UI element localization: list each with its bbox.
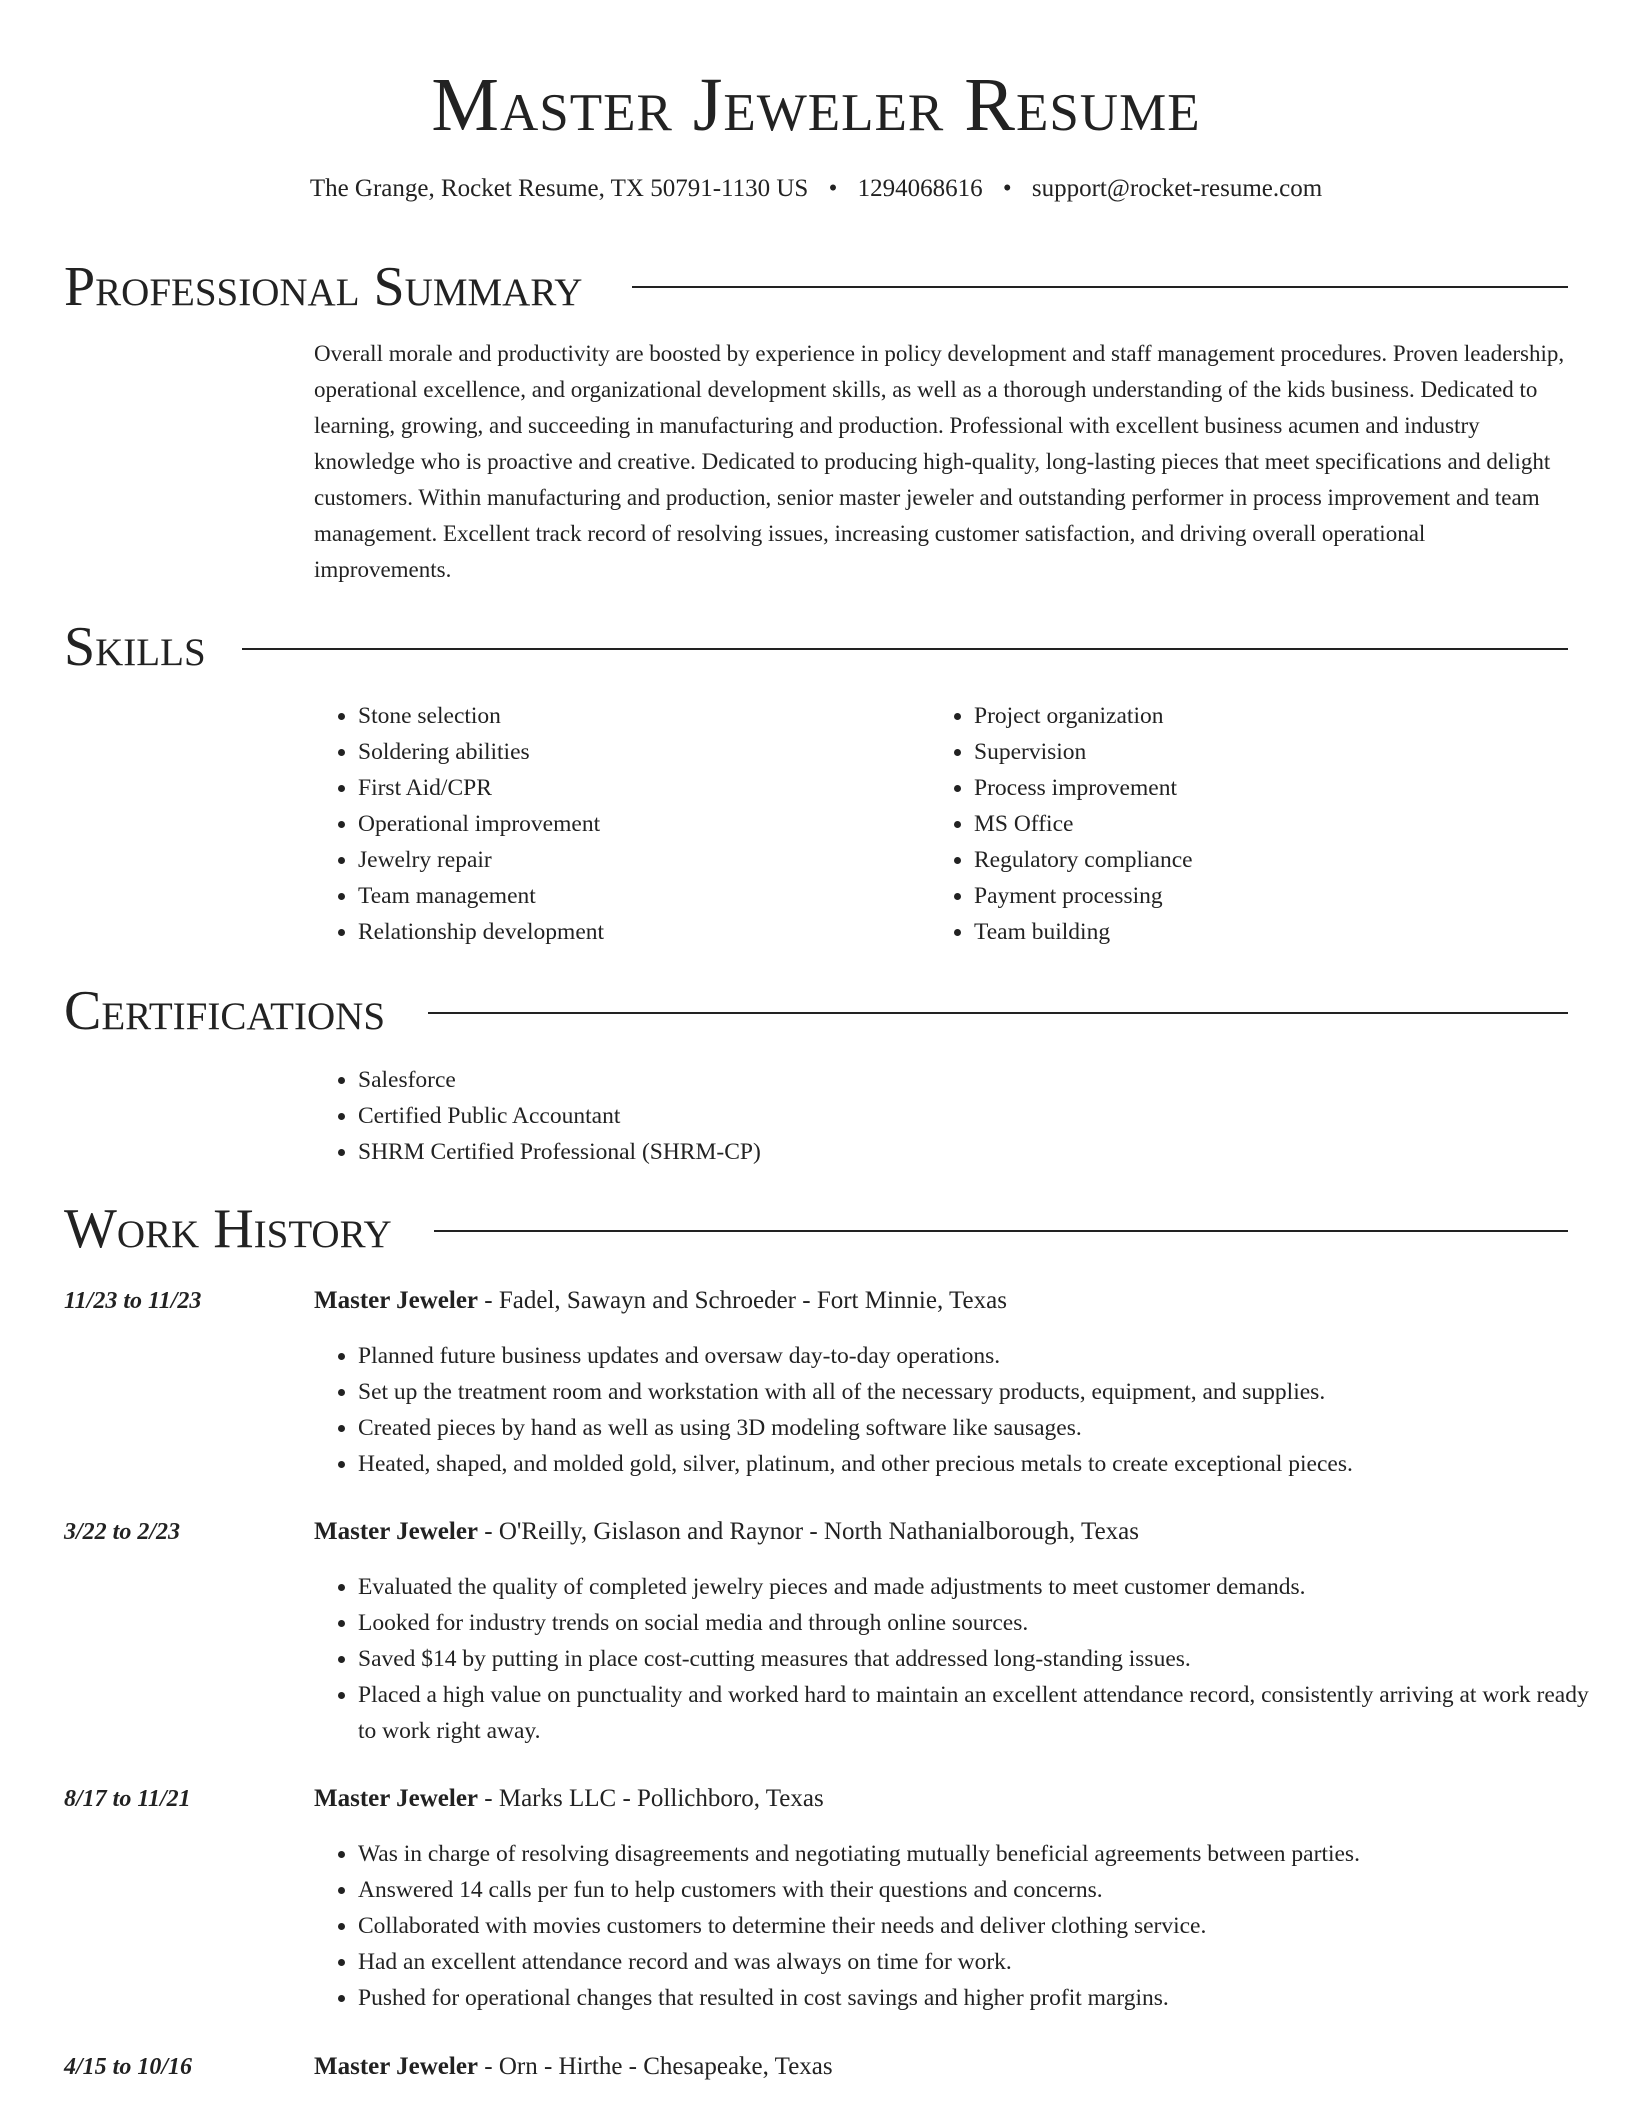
job-employer: - O'Reilly, Gislason and Raynor - North Nathanialborough, Texas [478,1518,1139,1545]
certification-item: • SHRM Certified Professional (SHRM-CP) [358,1134,1558,1170]
job-dates: 8/17 to 11/21 [64,1786,191,1812]
job-dates: 4/15 to 10/16 [64,2054,193,2080]
job-bullet: • Pushed for operational changes that resulted in cost savings and higher profit margins. [358,1980,1612,2016]
job-bullet: • Created pieces by hand as well as using 3D modeling software like sausages. [358,1410,1612,1446]
job-bullets [314,1569,1612,1749]
job-bullets [314,1836,1612,2016]
skills-list-left [314,698,918,950]
job-bullet: • Had an excellent attendance record and was always on time for work. [358,1944,1612,1980]
job-bullet: • Answered 14 calls per fun to help customers with their questions and concerns. [358,1872,1612,1908]
summary-text: Overall morale and productivity are boosted by experience in policy development and staff management procedures. Proven leadership, operational excellence, and organizational development skills, as well as a thorough understanding of the kids business. Dedicated to learning, growing, and succeeding in manufacturing and production. Professional with excellent business acumen and industry knowledge who is proactive and creative. Dedicated to producing high-quality, long-lasting pieces that meet specifications and delight customers. Within manufacturing and production, senior master jeweler and outstanding performer in process improvement and team management. Excellent track record of resolving issues, increasing customer satisfaction, and driving overall operational improvements. [314,341,1565,582]
section-divider [428,1012,1568,1014]
certifications-list [314,1062,1558,1170]
job-heading [314,1781,824,1817]
job-bullet: • Heated, shaped, and molded gold, silver, platinum, and other precious metals to create exceptional pieces. [358,1446,1612,1482]
skill-item: • Supervision [974,734,1534,770]
job-bullet: • Planned future business updates and oversaw day-to-day operations. [358,1338,1612,1374]
job-title: Master Jeweler [314,1287,479,1314]
certification-item: • Salesforce [358,1062,1558,1098]
job-title: Master Jeweler [314,1518,479,1545]
job-bullet: • Evaluated the quality of completed jewelry pieces and made adjustments to meet customer demands. [358,1569,1612,1605]
skill-item: • Operational improvement [358,806,918,842]
contact-phone: 1294068616 [857,175,983,202]
job-bullet: • Saved $14 by putting in place cost-cutting measures that addressed long-standing issues. [358,1641,1612,1677]
skill-item: • Payment processing [974,878,1534,914]
skill-item: • Jewelry repair [358,842,918,878]
skills-list-right [930,698,1534,950]
contact-separator: • [1002,175,1012,202]
job-employer: - Fadel, Sawayn and Schroeder - Fort Minnie, Texas [478,1287,1007,1314]
section-divider [242,648,1568,650]
skill-item: • Relationship development [358,914,918,950]
section-title-work-history: Work History [64,1198,392,1260]
resume-name: Master Jeweler Resume [431,63,1201,147]
job-bullet: • Placed a high value on punctuality and worked hard to maintain an excellent attendance record, consistently arriving at work ready to work right away. [358,1677,1612,1749]
contact-email: support@rocket-resume.com [1031,175,1323,202]
job-heading [314,2049,833,2085]
skill-item: • Project organization [974,698,1534,734]
job-bullet: • Collaborated with movies customers to determine their needs and deliver clothing service. [358,1908,1612,1944]
contact-line [0,172,1632,206]
skill-item: • Team building [974,914,1534,950]
section-divider [632,286,1568,288]
job-bullet: • Set up the treatment room and workstation with all of the necessary products, equipment, and supplies. [358,1374,1612,1410]
section-divider [434,1230,1568,1232]
job-title: Master Jeweler [314,1785,479,1812]
job-employer: - Orn - Hirthe - Chesapeake, Texas [478,2053,833,2080]
job-bullet: • Was in charge of resolving disagreements and negotiating mutually beneficial agreements between parties. [358,1836,1612,1872]
skill-item: • Regulatory compliance [974,842,1534,878]
job-dates: 11/23 to 11/23 [64,1288,202,1314]
skill-item: • MS Office [974,806,1534,842]
job-heading [314,1514,1139,1550]
job-title: Master Jeweler [314,2053,479,2080]
job-dates: 3/22 to 2/23 [64,1519,181,1545]
job-bullets [314,1338,1612,1482]
contact-address: The Grange, Rocket Resume, TX 50791-1130 US [309,175,809,202]
job-bullet: • Looked for industry trends on social media and through online sources. [358,1605,1612,1641]
certification-item: • Certified Public Accountant [358,1098,1558,1134]
skill-item: • Soldering abilities [358,734,918,770]
job-heading [314,1283,1007,1319]
job-employer: - Marks LLC - Pollichboro, Texas [478,1785,824,1812]
contact-separator: • [828,175,838,202]
section-title-certifications: Certifications [64,980,386,1042]
skill-item: • First Aid/CPR [358,770,918,806]
section-title-summary: Professional Summary [64,256,583,318]
section-title-skills: Skills [64,616,206,678]
skill-item: • Team management [358,878,918,914]
skill-item: • Process improvement [974,770,1534,806]
skill-item: • Stone selection [358,698,918,734]
